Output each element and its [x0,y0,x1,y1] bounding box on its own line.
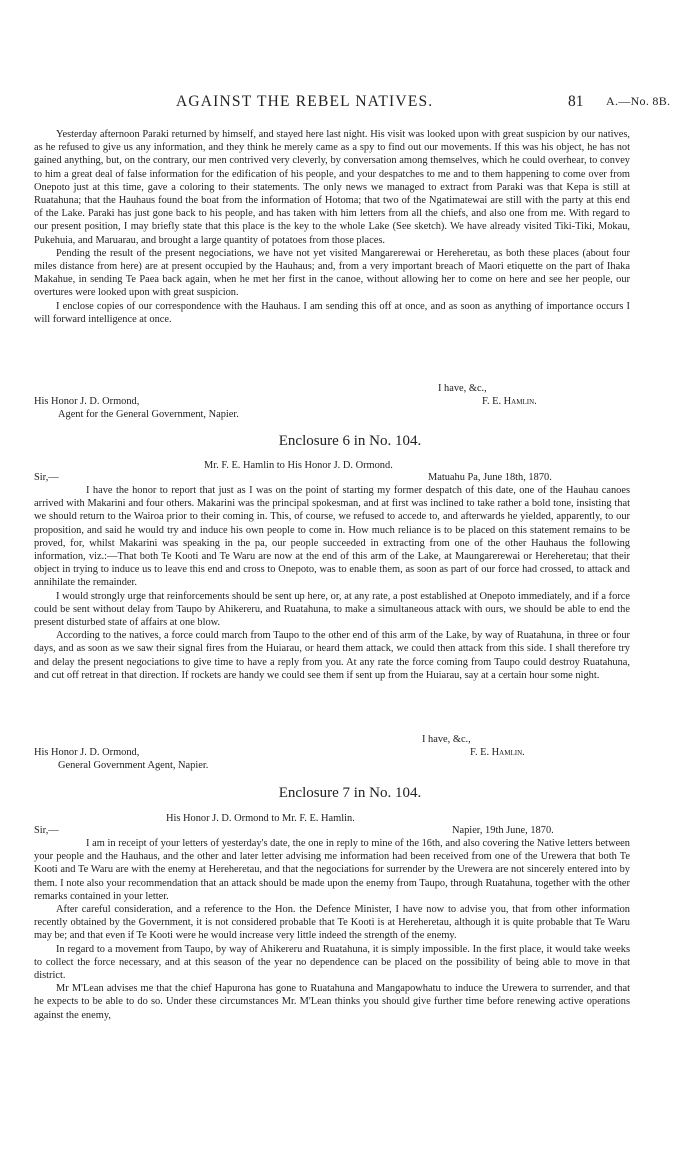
page-number: 81 [568,93,584,110]
letter1-signature: F. E. Hamlin. [482,396,537,407]
running-header [0,93,700,115]
letter1-addressee-title: Agent for the General Government, Napier. [58,409,239,420]
enclosure6-heading: Enclosure 6 in No. 104. [278,433,422,449]
enclosure7-heading: Enclosure 7 in No. 104. [278,785,422,801]
header-title: AGAINST THE REBEL NATIVES. [176,93,434,110]
letter1-closing: I have, &c., [438,383,487,394]
paragraph: I am in receipt of your letters of yesterday's date, the one in reply to mine of the 16th, and also covering the Native letters between your people and the Hauhaus, and the other and later letter advising me information had been received from one of the Urewera that both Te Kooti and Te Waru are with the enemy at Hereheretau, and that the negociations for surrender by the Urewera are not sincerely entered into by them. I note also your recommendation that an attack should be made upon the enemy from Taupo, through Ruatahuna, together with the other remarks contained in your letter. [34,838,630,902]
enclosure7-place-date: Napier, 19th June, 1870. [452,825,554,836]
enclosure6-signature: F. E. Hamlin. [470,747,525,758]
paragraph: Mr M'Lean advises me that the chief Hapurona has gone to Ruatahuna and Mangapowhatu to induce the Urewera to surrender, and that he expects to be able to do so. Under these circumstances Mr. M'Lean thinks you should give further time before renewing active operations against the enemy, [34,983,630,1021]
paragraph: In regard to a movement from Taupo, by way of Ahikereru and Ruatahuna, it is simply impossible. In the first place, it would take weeks to collect the force necessary, and at this season of the year no dependence can be placed on the possibility of being able to move in that district. [34,943,630,982]
enclosure7-salutation: Sir,— [34,825,59,836]
enclosure6-addressee-title: General Government Agent, Napier. [58,760,209,771]
enclosure6-closing: I have, &c., [422,734,471,745]
document-reference: A.—No. 8B. [606,94,671,108]
paragraph: I would strongly urge that reinforcements should be sent up here, or, at any rate, a post established at Onepoto immediately, and if a force could be sent without delay from Taupo by Ahikereru, and Ruatahuna, to make a simultaneous attack with ours, we should be able to end the present disturbed state of affairs at one blow. [34,590,630,629]
enclosure6-from-to: Mr. F. E. Hamlin to His Honor J. D. Ormond. [204,460,393,471]
paragraph: According to the natives, a force could march from Taupo to the other end of this arm of the Lake, by way of Ruatahuna, in three or four days, and as soon as we saw their signal fires from the Huiarau, or heard them attack, we could then attack from this side. I shall therefore try and delay the present negociations to give time to have a reply from you. At any rate the force coming from Taupo could destroy Ruatahuna, and cut off retreat in that direction. If rockets are handy we could see them if sent up from the Huiarau, say at a certain hour some night. [34,630,630,681]
paragraph: I enclose copies of our correspondence with the Hauhaus. I am sending this off at once, and as soon as anything of importance occurs I will forward intelligence at once. [34,300,630,325]
paragraph: Pending the result of the present negociations, we have not yet visited Mangarerewai or Hereheretau, as both these places (about four miles distance from here) are at present occupied by the Hauhaus; and, from a very important breach of Maori etiquette on the part of Ihaka Makahue, in sending Te Paea back again, when he met her first in the canoe, without allowing her to come on here and see her people, our overtures were looked upon with great suspicion. [34,247,630,299]
paragraph: Yesterday afternoon Paraki returned by himself, and stayed here last night. His visit was looked upon with great suspicion by our natives, as he refused to give us any information, and they think he merely came as a spy to find out our movements. If this was his object, he has not gained anything, but, on the contrary, our men contrived very cleverly, by conversation among themselves, which he could overhear, to convey to him a great deal of false information for the edification of his people, and your despatches to me and to them happening to come over from Onepoto just at this time, gave a coloring to their statements. The only news we managed to extract from Paraki was that Kepa is still at Ruatahuna; that the Hauhaus found the boat from the information of Hotoma; that two of the Ngatimatewai are still with the party at this end of the Lake. Paraki has just gone back to his people, and has taken with him letters from all the chiefs, and also one from me. With regard to our present position, I may briefly state that this place is the key to the whole Lake (See sketch). We have already visited Tiki-Tiki, Mokau, Pukehuia, and Maruarau, and brought a large quantity of potatoes from those places. [34,129,630,246]
enclosure6-addressee: His Honor J. D. Ormond, [34,747,140,758]
letter1-body [34,128,630,326]
enclosure6-salutation: Sir,— [34,472,59,483]
enclosure6-body [34,484,630,682]
enclosure6-place-date: Matuahu Pa, June 18th, 1870. [428,472,552,483]
enclosure7-from-to: His Honor J. D. Ormond to Mr. F. E. Hamlin. [166,813,355,824]
paragraph: After careful consideration, and a reference to the Hon. the Defence Minister, I have now to advise you, that from other information recently obtained by the Government, it is not considered probable that Te Kooti is at Hereheretau, although it is quite probable that Te Waru may be; and that even if Te Kooti were he would increase very little indeed the strength of the enemy. [34,904,630,942]
letter1-addressee: His Honor J. D. Ormond, [34,396,140,407]
enclosure7-body [34,837,630,1022]
paragraph: I have the honor to report that just as I was on the point of starting my former despatch of this date, one of the Hauhau canoes arrived with Makarini and four others. Makarini was the principal spokesman, and at first was inclined to take rather a bold tone, insisting that we should return to the Wairoa prior to their coming in. This, of course, we refused to accede to, and afterwards he yielded, apparently, to our proposition, and said he would try and induce his own people to come in. How much reliance is to be placed on this statement remains to be proved, for, whilst Makarini was speaking in the pa, our people succeeded in extracting from one of the other Hauhaus the following information, viz.:—That both Te Kooti and Te Waru are now at the end of this arm of the Lake, at Maungarerewai or Hereheretau; that their object in trying to induce us to leave this end and cross to Onepoto, was to enable them, as soon as part of our force had crossed, to attack and annihilate the remainder. [34,485,630,589]
